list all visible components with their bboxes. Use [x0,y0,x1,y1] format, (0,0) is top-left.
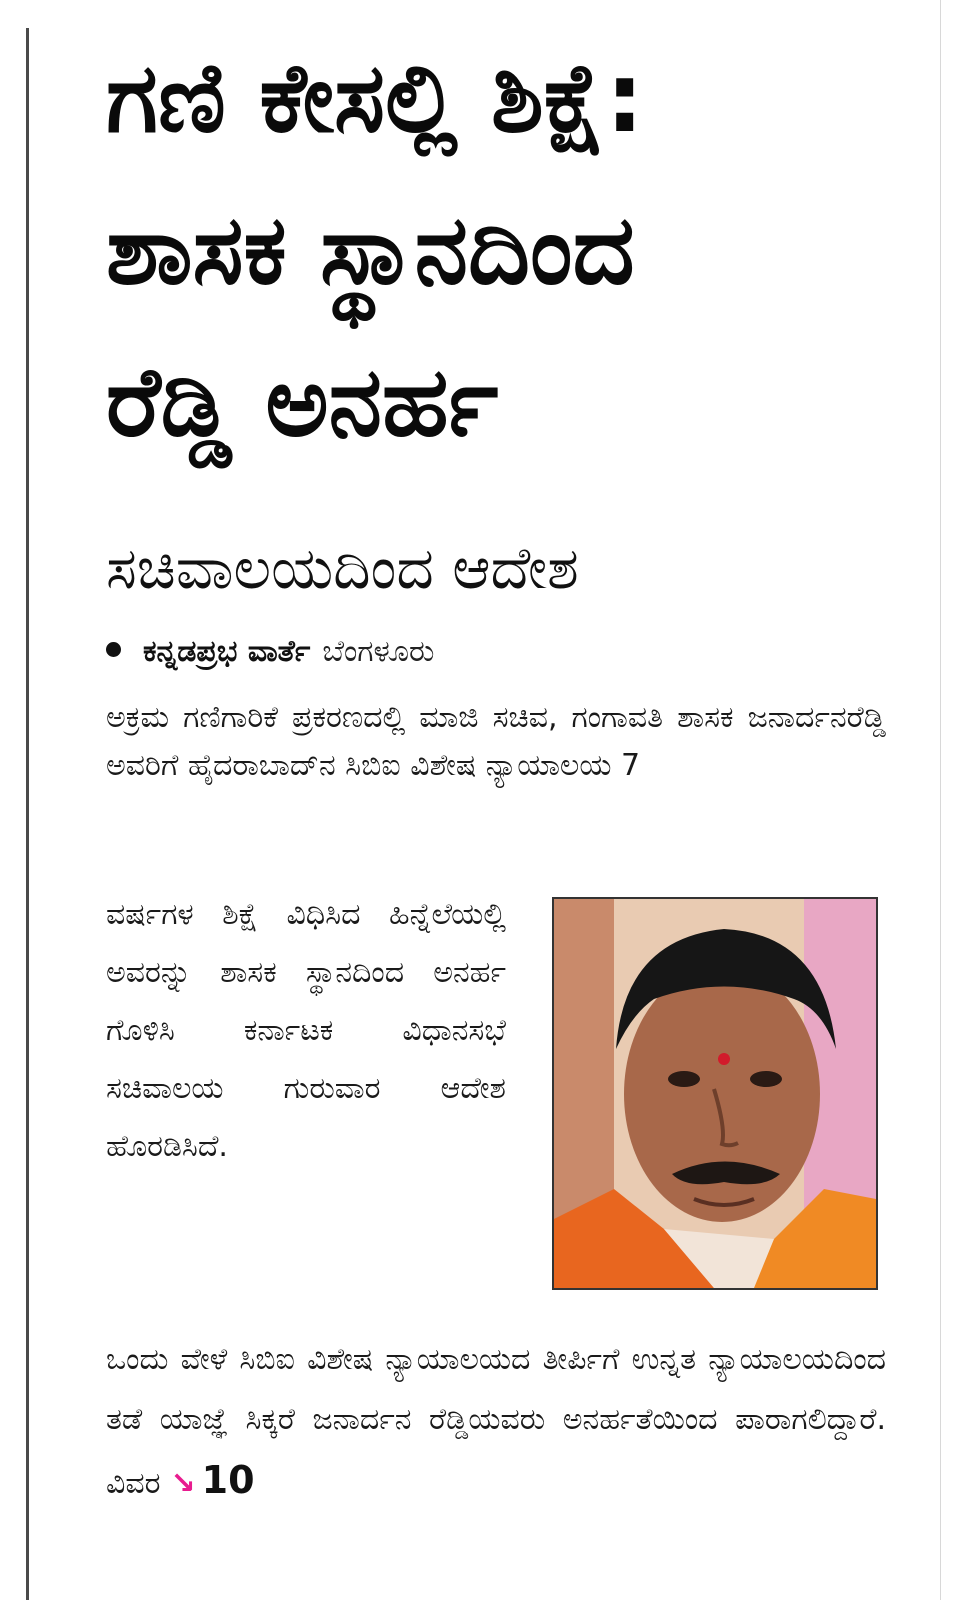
byline-agency: ಕನ್ನಡಪ್ರಭ ವಾರ್ತೆ [143,634,311,669]
headline [106,22,906,478]
bullet-icon [106,642,121,657]
byline [106,630,906,674]
continued-page-number: 10 [201,1458,255,1502]
column-rule [26,28,29,1600]
article-photo [552,897,878,1290]
headline-line-3: ರೆಡ್ಡಿ ಅನರ್ಹ [106,346,499,458]
headline-line-1: ಗಣಿ ಕೇಸಲ್ಲಿ ಶಿಕ್ಷೆ: [106,42,644,154]
article-paragraph-1-wrap: ವರ್ಷಗಳ ಶಿಕ್ಷೆ ವಿಧಿಸಿದ ಹಿನ್ನೆಲೆಯಲ್ಲಿ ಅವರನ್ನು ಶಾಸಕ ಸ್ಥಾನದಿಂದ ಅನರ್ಹ ಗೊಳಿಸಿ ಕರ್ನಾಟಕ ವಿಧಾನಸಭೆ ಸಚಿವಾಲಯ ಗುರುವಾರ ಆದೇಶ ಹೊರಡಿಸಿದೆ. [106,897,506,1164]
page-edge-rule [940,0,941,1600]
article-paragraph-2-text: ಒಂದು ವೇಳೆ ಸಿಬಿಐ ವಿಶೇಷ ನ್ಯಾಯಾಲಯದ ತೀರ್ಪಿಗೆ ಉನ್ನತ ನ್ಯಾಯಾಲಯದಿಂದ ತಡೆ ಯಾಜ್ಞೆ ಸಿಕ್ಕರೆ ಜನಾರ್ದನ ರೆಡ್ಡಿಯವರು ಅನರ್ಹತೆಯಿಂದ ಪಾರಾಗಲಿದ್ದಾರೆ. ವಿವರ [106,1342,886,1501]
portrait-image [554,899,876,1288]
byline-dateline: ಬೆಂಗಳೂರು [322,634,435,669]
subheadline: ಸಚಿವಾಲಯದಿಂದ ಆದೇಶ [106,534,579,602]
continue-arrow-icon: ↘ [170,1466,196,1501]
article-paragraph-2 [106,1330,886,1514]
article-paragraph-1: ಅಕ್ರಮ ಗಣಿಗಾರಿಕೆ ಪ್ರಕರಣದಲ್ಲಿ ಮಾಜಿ ಸಚಿವ, ಗಂಗಾವತಿ ಶಾಸಕ ಜನಾರ್ದನರೆಡ್ಡಿ ಅವರಿಗೆ ಹೈದರಾಬಾದ್‌ನ ಸಿಬಿಐ ವಿಶೇಷ ನ್ಯಾಯಾಲಯ 7 [106,700,886,783]
headline-line-2: ಶಾಸಕ ಸ್ಥಾನದಿಂದ [106,194,635,306]
